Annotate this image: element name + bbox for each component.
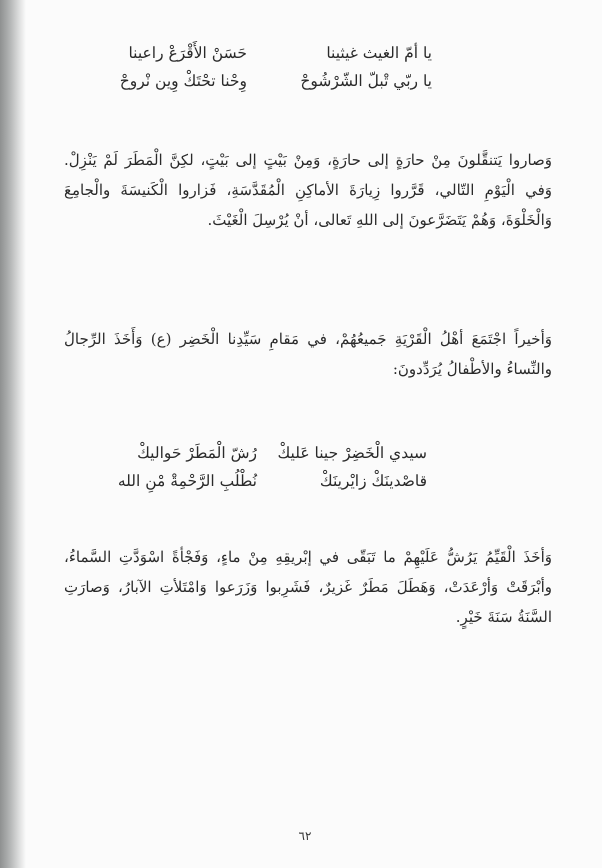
poem-first-hemistich: يا أمّ الغيث غيثينا (326, 44, 432, 62)
poem-first-hemistich: قاصْدينَكْ زايْرينَكْ (319, 472, 427, 490)
poem-line (0, 68, 602, 96)
poem-khidr (0, 440, 602, 496)
poem-second-hemistich: وِحْنا تحْتَكْ وِين نْروحْ (119, 72, 247, 90)
poem-rain-mother (0, 40, 602, 96)
poem-second-hemistich: حَسَنْ الأَقْرَعْ راعينا (128, 44, 247, 62)
paragraph-gathering-khidr: وَأخيراً اجْتَمَعَ أهْلُ الْقَرْيَةِ جَميعُهُمْ، في مَقامِ سَيِّدِنا الْخَضِر (ع) وَأَخَذَ الرِّجالُ والنِّساءُ والأطْفالُ يُرَدِّدونَ: (64, 330, 552, 378)
paragraph-rain-falls: وَأخَذَ الْقَيِّمُ يَرُشُّ عَلَيْهِمْ ما تَبَقّى في إبْريقِهِ مِنْ ماءٍ، وَفَجْأةً اسْوَدَّتِ السَّماءُ، وأبْرَقَتْ وَأرْعَدَتْ، وَهَطَلَ مَطَرٌ غَزيرٌ، فَشَرِبوا وَزَرَعوا وَامْتَلأتِ الآبارُ، وَصارَتِ السَّنَةُ سَنَةَ خَيْرٍ. (64, 548, 552, 626)
page-number: ٦٢ (298, 829, 312, 843)
poem-first-hemistich: يا ربّي تْبلّ الشّرْشُوحْ (300, 72, 432, 90)
poem-line (0, 40, 602, 68)
poem-first-hemistich: سيدي الْخَضِرْ جينا عَليكْ (277, 444, 427, 462)
paragraph-villagers-wander: وَصاروا يَتنقَّلونَ مِنْ حارَةٍ إلى حارَةٍ، وَمِنْ بَيْتٍ إلى بَيْتٍ، لكِنَّ الْمَطَرَ لَمْ يَنْزِلْ. وَفي الْيَوْمِ التّالي، قَرَّروا زِيارَةَ الأماكِنِ الْمُقَدَّسَةِ، فَزاروا الْكَنيسَةَ والْجامِعَ وَالْخَلْوَةَ، وَهُمْ يَتَضَرَّعونَ إلى اللهِ تَعالى، أنْ يُرْسِلَ الْغَيْثَ. (64, 151, 552, 229)
poem-line (0, 468, 602, 496)
poem-second-hemistich: رُشّ الْمَطَرْ حَواليكْ (137, 444, 257, 462)
poem-second-hemistich: نُطْلُبِ الرَّحْمِةْ مْنِ الله (117, 472, 257, 490)
poem-line (0, 440, 602, 468)
